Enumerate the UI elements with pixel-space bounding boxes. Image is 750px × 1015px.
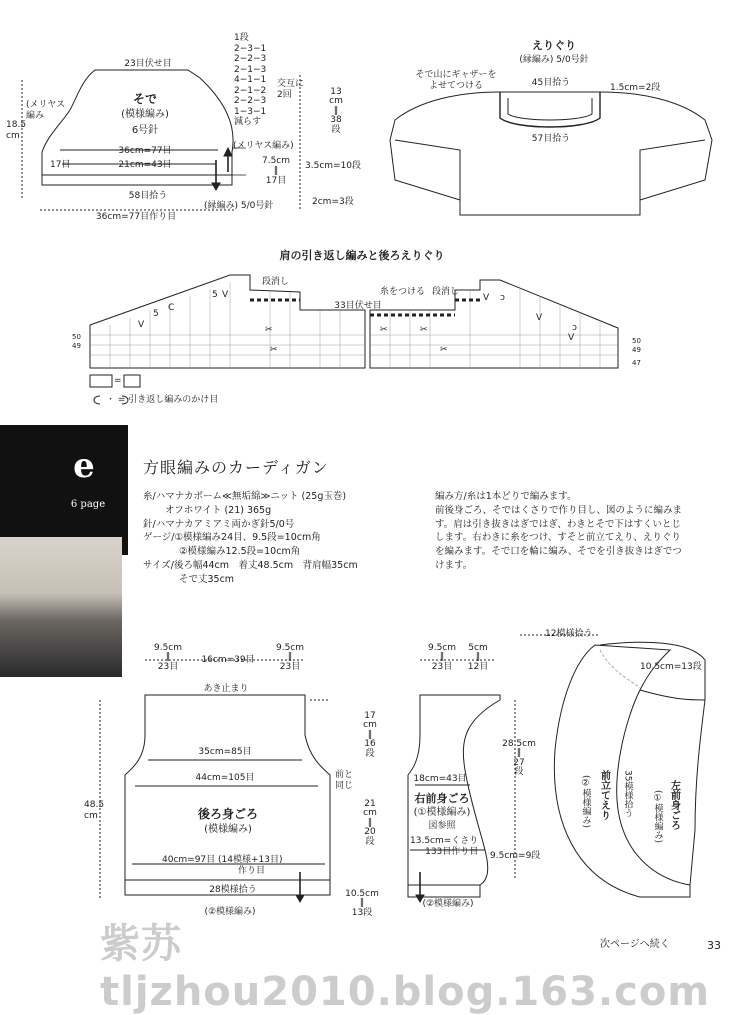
neck-garment-outline: [390, 92, 712, 215]
neck-pick-57: 57目拾う: [531, 134, 571, 144]
sleeve-r35: 3.5cm=10段: [305, 161, 362, 171]
shoulder-title: 肩の引き返し編みと後ろえりぐり: [279, 249, 445, 262]
model-photo: [0, 537, 122, 677]
shoulder-row-50-right: 50: [632, 337, 641, 345]
back-open-stop: あき止まり: [203, 684, 249, 694]
back-w105: 44cm=105目: [195, 773, 255, 783]
svg-text:ɔ: ɔ: [500, 293, 505, 303]
neck-pattern: (縁編み) 5/0号針: [519, 55, 589, 65]
neck-title: えりぐり: [532, 39, 576, 52]
front-ref: 図参照: [428, 821, 456, 831]
sleeve-mery-right: (メリヤス編み): [233, 141, 294, 151]
front-w95: 9.5cm ‖ 23目: [427, 643, 457, 672]
back-v21: 21 cm ‖ 20 段: [363, 799, 377, 847]
sleeve-side-label: (メリヤス 編み: [26, 100, 66, 121]
next-page-note: 次ページへ続く: [600, 939, 670, 950]
back-border: (②模様編み): [204, 907, 256, 917]
watermark: 紫苏tljzhou2010.blog.163.com: [100, 921, 710, 1015]
band-r13: 10.5cm=13段: [640, 662, 702, 672]
band-pattern: (②模様編み): [580, 775, 591, 829]
back-body-outline: [125, 695, 330, 880]
back-title: 後ろ身ごろ: [197, 807, 259, 821]
left-front-title: 左前身ごろ: [668, 780, 680, 830]
sleeve-bottom: 36cm=77目作り目: [95, 212, 177, 222]
band-label: 前立てえり: [598, 770, 610, 820]
back-w97: 40cm=97目 (14模様+13目): [162, 855, 283, 865]
front-w5: 5cm ‖ 12目: [467, 643, 489, 672]
svg-text:V: V: [138, 320, 145, 330]
front-pattern: (①模様編み): [413, 807, 471, 818]
shoulder-row-47: 47: [632, 359, 641, 367]
svg-text:C: C: [168, 303, 175, 313]
back-w85: 35cm=85目: [198, 747, 252, 757]
sleeve-cast-off: 23目伏せ目: [124, 59, 172, 69]
sleeve-height: 18.5 cm: [6, 120, 27, 141]
back-w16: 16cm=39目: [201, 655, 255, 665]
svg-text:✂: ✂: [380, 325, 388, 335]
shoulder-row-49-right: 49: [632, 346, 641, 354]
shoulder-row-50-left: 50: [72, 333, 81, 341]
back-side-same: 前と 同じ: [335, 770, 354, 791]
svg-text:5: 5: [212, 290, 218, 300]
legend-turn: ・ = 引き返し編みのかけ目: [106, 395, 219, 405]
front-chain: 13.5cm=くさり 133目作り目: [410, 836, 479, 857]
back-v17: 17 cm ‖ 16 段: [363, 711, 377, 759]
legend-equal: =: [114, 376, 122, 386]
back-height: 48.5 cm: [84, 800, 105, 821]
front-w43: 18cm=43目: [413, 774, 467, 784]
svg-text:✂: ✂: [265, 325, 273, 335]
shoulder-dankeshi-2: 段消し: [432, 287, 460, 297]
project-title: 方眼編みのカーディガン: [143, 458, 329, 477]
band-pick-12: 12模様拾う: [545, 629, 593, 639]
svg-text:V: V: [536, 313, 543, 323]
neck-r15: 1.5cm=2段: [610, 83, 661, 93]
svg-text:ɔ: ɔ: [572, 323, 577, 333]
front-r9: 9.5cm=9段: [490, 851, 541, 861]
front-v285: 28.5cm ‖ 27 段: [502, 739, 536, 778]
materials-block: 糸/ハマナカボーム≪無垢綿≫ニット (25g玉巻) オフホワイト (21) 365g 針/ハマナカアミアミ両かぎ針5/0号 ゲージ/①模様編み24目、9.5段=10cm角 ②模様編み12.5段=10cm角 サイズ/後ろ幅44cm 着丈48.5cm 背肩幅35cm そで丈35cm: [143, 491, 358, 585]
back-w95-left: 9.5cm ‖ 23目: [153, 643, 183, 672]
back-cast: 作り目: [238, 866, 266, 876]
sleeve-width-77: 36cm=77目: [118, 146, 172, 156]
front-title: 右前身ごろ: [414, 792, 470, 805]
sleeve-border: (縁編み) 5/0号針: [204, 201, 274, 211]
sleeve-alternate: 交互に 2回: [277, 79, 305, 100]
back-pick-28: 28模様拾う: [209, 885, 257, 895]
project-letter: e: [73, 446, 95, 486]
method-block: 編み方/糸は1本どりで編みます。 前後身ごろ、そではくさりで作り目し、図のように編みま す。肩は引き抜きはぎではぎ、わきとそで下はすくいとじ します。右わきに糸をつけ、すそと前立てえり、えりぐり を編みます。そで口を輪に編み、そでを引き抜きはぎでつ けます。: [435, 491, 683, 571]
sleeve-r2: 2cm=3段: [312, 197, 354, 207]
svg-text:✂: ✂: [270, 345, 278, 355]
sleeve-left-17: 17目: [50, 160, 71, 170]
sleeve-h75: 7.5cm ‖ 17目: [261, 156, 291, 186]
svg-text:V: V: [568, 333, 575, 343]
sleeve-needle: 6号針: [131, 125, 159, 136]
front-border: (②模様編み): [422, 899, 474, 909]
svg-text:✂: ✂: [420, 325, 428, 335]
left-front-pattern: (①模様編み): [652, 790, 663, 844]
shoulder-thread: 糸をつける: [380, 287, 426, 297]
shoulder-row-49-left: 49: [72, 342, 81, 350]
svg-text:V: V: [483, 293, 490, 303]
project-title-block: [0, 425, 128, 555]
sleeve-decrease-rows: 1段 2−3−1 2−2−3 2−1−3 4−1−1 2−1−2 2−2−3 1−3−1 減らす: [234, 33, 267, 128]
back-pattern: (模様編み): [204, 824, 252, 835]
svg-text:✂: ✂: [440, 345, 448, 355]
sleeve-pattern: (模様編み): [121, 109, 169, 120]
page-number: 33: [707, 939, 721, 952]
sleeve-v13: 13 cm ‖ 38 段: [329, 87, 343, 135]
neck-gather-note: そで山にギャザーを よせてつける: [415, 70, 497, 91]
sleeve-title: そで: [132, 92, 158, 106]
sleeve-width-43: 21cm=43目: [118, 160, 172, 170]
svg-text:5: 5: [153, 309, 159, 319]
back-w95-right: 9.5cm ‖ 23目: [275, 643, 305, 672]
project-page: 6 page: [70, 499, 106, 510]
shoulder-cast-33: 33目伏せ目: [334, 301, 382, 311]
shoulder-chart-outline: [90, 275, 365, 368]
back-v105: 10.5cm ‖ 13段: [345, 889, 379, 918]
svg-text:V: V: [222, 290, 229, 300]
shoulder-dankeshi-1: 段消し: [262, 277, 290, 287]
neck-pick-45: 45目拾う: [531, 78, 571, 88]
sleeve-pick-58: 58目拾う: [128, 191, 168, 201]
band-pick-35: 35模様拾う: [622, 770, 633, 818]
